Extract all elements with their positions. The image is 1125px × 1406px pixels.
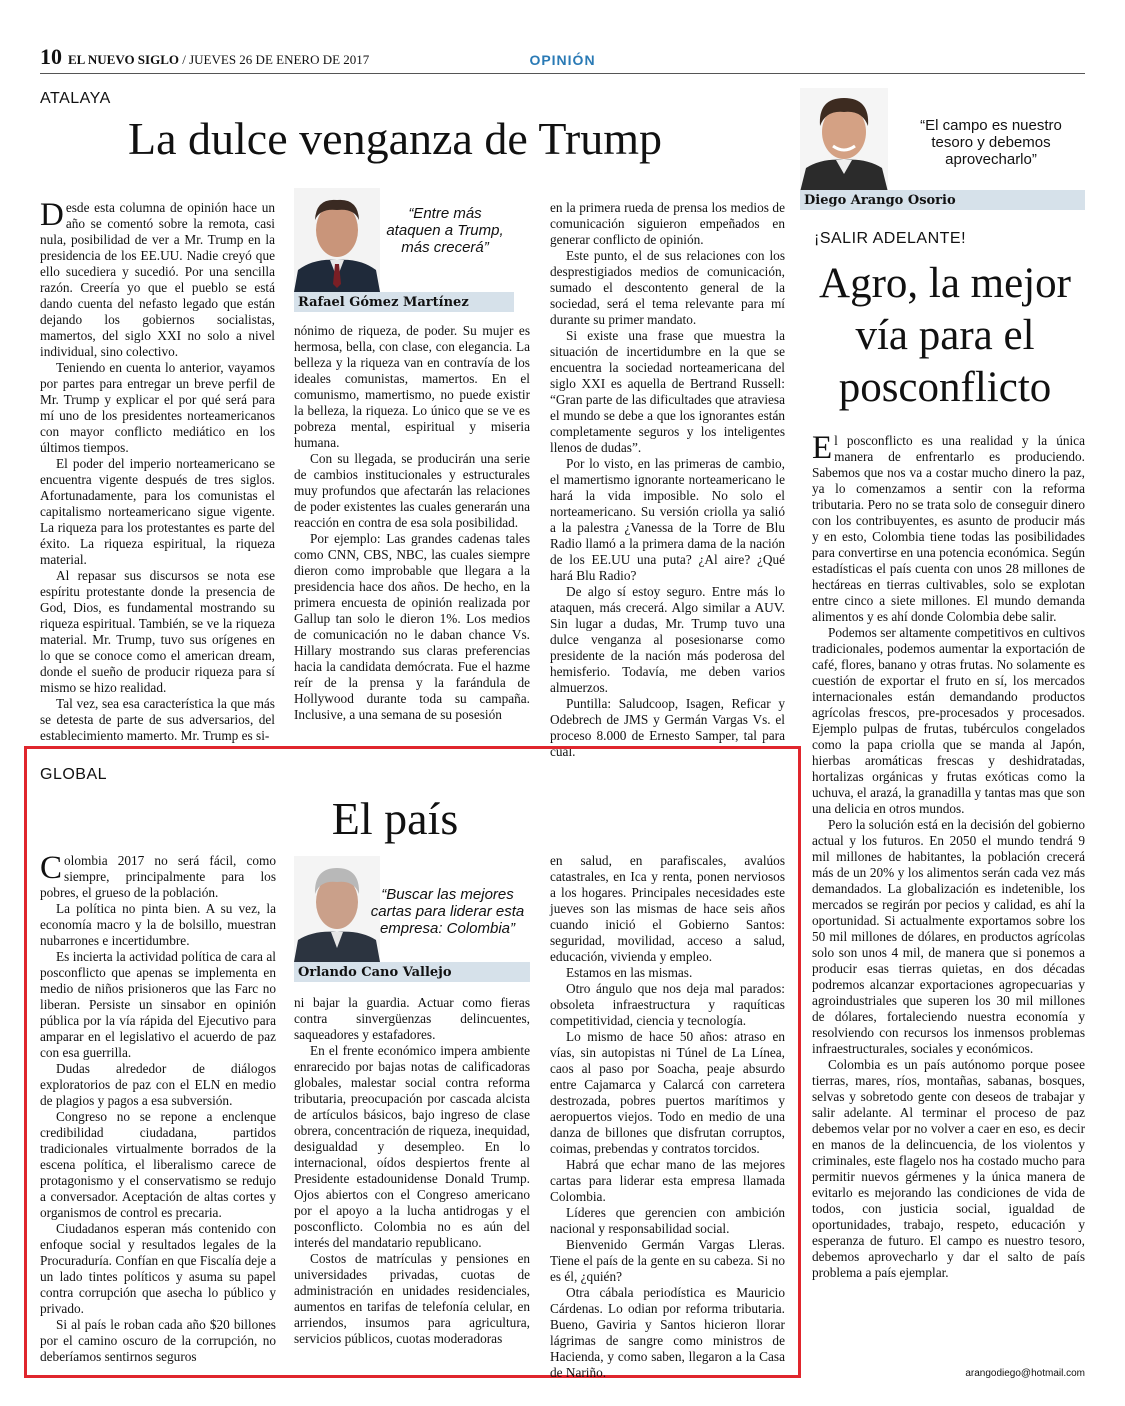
author-photo-orlando [294, 856, 380, 962]
publication-header [68, 52, 369, 68]
paragraph: Costos de matrículas y pensiones en universidades privadas, cuotas de administración en unidades residenciales, aumentos en tarifas de telefonía celular, en arriendos, insumos para agricultura, servicios públicos, cuotas moderadoras [294, 1251, 530, 1346]
paragraph: Puntilla: Saludcoop, Isagen, Reficar y Odebrech de JMS y Germán Vargas Vs. el proceso 8.000 de Ernesto Samper, tal para cual. [550, 696, 785, 759]
paragraph-rest: l posconflicto es una realidad y la única manera de enfrentarlo es produciendo. Sabemos que nos va a costar mucho dinero la paz, ya lo comenzamos a sentir con la reforma tributaria. Pero no se trata solo de conseguir dinero con los contribuyentes, es asunto de producir más y en esto, Colombia tiene todas las posibilidades para convertirse en una potencia económica. Según estadísticas el país cuenta con unos 28 millones de hectáreas en tierras cultivables, solo se explotan entre cinco a siete millones. El mundo demanda alimentos y es ahí donde Colombia debe salir. [812, 433, 1085, 624]
article1-pullquote: “Entre más ataquen a Trump, más crecerá” [386, 205, 504, 256]
article3-author: Diego Arango Osorio [800, 190, 1085, 210]
publication-name: EL NUEVO SIGLO [68, 52, 179, 67]
paragraph: Por ejemplo: Las grandes cadenas tales como CNN, CBS, NBC, las cuales siempre dieron como improbable que llegara a la presidencia hace dos años. De hecho, en la primera encuesta de opinión realizada por Gallup tan solo le dieron 1%. Los medios de comunicación no le daban chance Vs. Hillary mostrando sus claras preferencias hacia la candidata demócrata. Fue el hazme reír de la prensa y la farándula de Hollywood durante toda su campaña. Inclusive, a una semana de su posesión [294, 531, 530, 722]
paragraph: Habrá que echar mano de las mejores cartas para liderar esta empresa llamada Colombia. [550, 1157, 785, 1204]
paragraph [812, 430, 1085, 625]
paragraph: nónimo de riqueza, de poder. Su mujer es hermosa, bella, con clase, con elegancia. La belleza y la riqueza van en contravía de los ideales comunistas, mamertos. En el comunismo, mamertismo, no puede existir la belleza, la riqueza. Lo único que se ve es pobreza mental, espiritual y miseria humana. [294, 323, 530, 450]
article1-kicker: ATALAYA [40, 90, 111, 107]
article2-column-3 [550, 853, 785, 1380]
article3-kicker: ¡SALIR ADELANTE! [814, 230, 967, 247]
article1-column-1 [40, 197, 275, 743]
article1-author: Rafael Gómez Martínez [294, 292, 514, 312]
page-number: 10 [40, 44, 62, 69]
paragraph: Podemos ser altamente competitivos en cultivos tradicionales, podemos aumentar la exportación de café, flores, banano y otras frutas. No solamente es cuestión de exportar el fruto en sí, los mercados internacionales están demandando productos agrícolas frescos, pre-procesados y procesados. Ejemplo pulpas de frutas, tubérculos congelados como la papa criolla que se manda al Japón, hierbas aromáticas frescas y deshidratadas, hortalizas orgánicas y frutas exóticas como la uchuva, el arazá, la granadilla y tantas mas que son una delicia en otros mundos. [812, 625, 1085, 816]
paragraph: Por lo visto, en las primeras de cambio, el mamertismo ignorante norteamericano le hará la vida imposible. No solo el norteamericano. Su versión criolla ya salió a la palestra ¿Vanessa de la Torre de Blu Radio llamó a la primera dama de la nación de los EE.UU una puta? ¿Al aire? ¿Qué hará Blu Radio? [550, 456, 785, 583]
paragraph: Ciudadanos esperan más contenido con enfoque social y resultados legales de la Procuraduría. Confían en que Fiscalía deje a un lado tintes políticos y asuma su papel contra corrupción que asecha lo público y privado. [40, 1221, 276, 1316]
drop-cap: C [40, 850, 63, 886]
paragraph: ni bajar la guardia. Actuar como fieras contra sinvergüenzas delincuentes, saqueadores y estafadores. [294, 995, 530, 1042]
paragraph: en salud, en parafiscales, avalúos catastrales, en Ica y renta, ponen nerviosos a los hogares. Principales necesidades este jueves son las mismas de hace seis años cuando inició el Gobierno Santos: seguridad, movilidad, acceso a salud, educación, vivienda y empleo. [550, 853, 785, 964]
paragraph: Congreso no se repone a enclenque credibilidad ciudadana, partidos tradicionales virtualmente borrados de la escena política, el liberalismo carece de protagonismo y el conservatismo se redujo a conversador. Aceptación de altas cortes y organismos de control es precaria. [40, 1109, 276, 1220]
paragraph: Al repasar sus discursos se nota ese espíritu protestante donde la presencia de God, Dios, es fundamental mostrando su riqueza espiritual. También, se ve la riqueza material. Mr. Trump, tuvo sus orígenes en lo que se conoce como el american dream, donde el sueño de producir riqueza para sí mismo se hizo realidad. [40, 568, 275, 695]
paragraph: Teniendo en cuenta lo anterior, vayamos por partes para entregar un breve perfil de Mr. Trump y explicar el por qué será para mí uno de los presidentes norteamericanos con mayor conflicto mediático en los últimos tiempos. [40, 360, 275, 455]
article1-title: La dulce venganza de Trump [128, 113, 662, 164]
paragraph: La política no pinta bien. A su vez, la economía macro y la de bolsillo, muestran nubarrones e incertidumbre. [40, 901, 276, 948]
paragraph: Otra cábala periodística es Mauricio Cárdenas. Lo odian por reforma tributaria. Bueno, Gaviria y Santos hicieron llorar lágrimas de sangre como ministros de Hacienda, y como saben, llegaron a la Casa de Nariño. [550, 1285, 785, 1380]
article3-column-1 [812, 430, 1085, 1353]
paragraph: Colombia es un país autónomo porque posee tierras, mares, ríos, montañas, sabanas, bosques, selvas y sobretodo gente con deseos de trabajar y salir adelante. Al terminar el proceso de paz debemos velar por no volver a caer en eso, es decir en manos de la delincuencia, de los violentos y criminales, este flagelo nos ha costado mucho para permitir nuevos gérmenes y la única manera de evitarlo es mejorando las condiciones de vida de todos, con justicia social, igualdad de oportunidades, trabajo, respeto, educación y esperanza de futuro. El campo es nuestro tesoro, debemos aprovecharlo y dar el salto de país problema a país ejemplar. [812, 1057, 1085, 1280]
article2-column-1 [40, 850, 276, 1364]
article3-title: Agro, la mejor vía para el posconflicto [819, 260, 1071, 411]
article3-pullquote: “El campo es nuestro tesoro y debemos aprovecharlo” [920, 117, 1062, 168]
paragraph: De algo sí estoy seguro. Entre más lo ataquen, más crecerá. Algo similar a AUV. Sin lugar a dudas, Mr. Trump tuvo una dulce venganza al posesionarse como presidente de la nación más poderosa del hemisferio. Todavía, me deben varios almuerzos. [550, 584, 785, 695]
article2-author: Orlando Cano Vallejo [294, 962, 530, 982]
paragraph: Líderes que gerencien con ambición nacional y responsabilidad social. [550, 1205, 785, 1236]
drop-cap: D [40, 197, 64, 233]
paragraph: Bienvenido Germán Vargas Lleras. Tiene el país de la gente en su cabeza. Si no es él, ¿quién? [550, 1237, 785, 1284]
author-photo-diego [800, 88, 888, 192]
paragraph: en la primera rueda de prensa los medios de comunicación siguieron empeñados en generar conflicto de opinión. [550, 200, 785, 247]
paragraph: El poder del imperio norteamericano se encuentra vigente después de tres siglos. Afortunadamente, para los comunistas el capitalismo norteamericano sigue vigente. La riqueza para los protestantes es parte del éxito. La riqueza espiritual, la riqueza material. [40, 456, 275, 567]
article2-title: El país [331, 793, 459, 844]
article1-column-2 [294, 323, 530, 738]
article2-kicker: GLOBAL [40, 766, 108, 783]
paragraph: Dudas alrededor de diálogos exploratorios de paz con el ELN en medio de plagios y pagos a esa subversión. [40, 1061, 276, 1108]
issue-date: / JUEVES 26 DE ENERO DE 2017 [182, 52, 370, 67]
paragraph: Estamos en las mismas. [566, 965, 693, 980]
author-email: arangodiego@hotmail.com [965, 1368, 1085, 1379]
paragraph-rest: esde esta columna de opinión hace un año se comentó sobre la remota, casi nula, posibilidad de ver a Mr. Trump en la presidencia de los EE.UU. Nadie creyó que ello sucediera y sucedió. Por una sencilla razón. Creería yo que el pueblo se está dando cuenta del nefasto legado que están dejando los gobiernos socialistas, mamertos, del siglo XXI no solo a nivel individual, sino colectivo. [40, 200, 275, 359]
paragraph: Este punto, el de sus relaciones con los desprestigiados medios de comunicación, sumado el descontento general de la sociedad, será el tema relevante para mí durante su primer mandato. [550, 248, 785, 327]
paragraph: Lo mismo de hace 50 años: atraso en vías, sin autopistas ni Túnel de La Línea, caos al paso por Soacha, peaje absurdo entre Cajamarca y Calarcá con carretera destrozada, pobres puertos marítimos y aeropuertos viejos. Todo en medio de una danza de billones que disfrutan corruptos, coimas, prebendas y contratos torcidos. [550, 1029, 785, 1156]
header-rule [40, 73, 1085, 74]
paragraph: Con su llegada, se producirán una serie de cambios institucionales y estructurales muy profundos que afectarán las relaciones de poder existentes las cuales generarán una reacción en contra de esa sola posibilidad. [294, 451, 530, 530]
paragraph [40, 850, 276, 901]
paragraph [40, 197, 275, 360]
article2-pullquote: “Buscar las mejores cartas para liderar esta empresa: Colombia” [370, 886, 525, 937]
paragraph: Pero la solución está en la decisión del gobierno actual y los futuros. En 2050 el mundo tendrá 9 mil millones de habitantes, la población crecerá más de un 20% y los alimentos serán cada vez más demandados. La globalización es indetenible, los mercados se regirán por pecios y calidad, es ahí la oportunidad. Si actualmente exportamos sobre los 50 mil millones de dólares, en productos agrícolas solo son unos 4 mil, de manera que si ponemos a producir esas tierras quietas, en dos décadas podremos alcanzar exportaciones agropecuarias y agroindustriales que superen los 30 mil millones de dólares, fortaleciendo nuestra economía y resolviendo con recursos los inmensos problemas infraestructurales, sociales y económicos. [812, 817, 1085, 1056]
paragraph: Otro ángulo que nos deja mal parados: obsoleta infraestructura y raquíticas competitividad, ciencia y tecnología. [550, 981, 785, 1028]
paragraph: En el frente económico impera ambiente enrarecido por bajas notas de calificadoras globales, malestar social contra reforma tributaria, preocupación por cascada alcista de artículos básicos, bajo ingreso de clase obrera, concentración de riqueza, inequidad, desigualdad y desempleo. En lo internacional, oídos despiertos frente al Presidente estadounidense Donald Trump. Ojos abiertos con el Congreso americano por el apoyo a la lucha antidrogas y el posconflicto. Colombia no es aún del interés del mandatario republicano. [294, 1043, 530, 1250]
author-photo-rafael [294, 188, 380, 292]
paragraph: Es incierta la actividad política de cara al posconflicto que apenas se implementa en medio de niños prisioneros que las Farc no liberan. Persiste un sinsabor en opinión pública por la vía rápida del Ejecutivo para amparar en el legislativo el acuerdo de paz con esa guerrilla. [40, 949, 276, 1060]
paragraph-rest: olombia 2017 no será fácil, como siempre, principalmente para los pobres, el grueso de la población. [40, 853, 276, 900]
article1-column-3 [550, 200, 785, 759]
section-label: OPINIÓN [529, 52, 596, 68]
drop-cap: E [812, 430, 833, 466]
article2-column-2 [294, 995, 530, 1358]
paragraph: Tal vez, sea esa característica la que más se detesta de parte de sus adversarios, del establecimiento mamerto. Mr. Trump es si- [40, 696, 275, 743]
paragraph: Si al país le roban cada año $20 billones por el camino oscuro de la corrupción, no deberíamos sentirnos seguros [40, 1317, 276, 1364]
paragraph: Si existe una frase que muestra la situación de incertidumbre en la que se encuentra la sociedad norteamericana del siglo XXI es aquella de Bertrand Russell: “Gran parte de las dificultades que atraviesa el mundo se debe a que los ignorantes están completamente seguros y los inteligentes llenos de dudas”. [550, 328, 785, 455]
